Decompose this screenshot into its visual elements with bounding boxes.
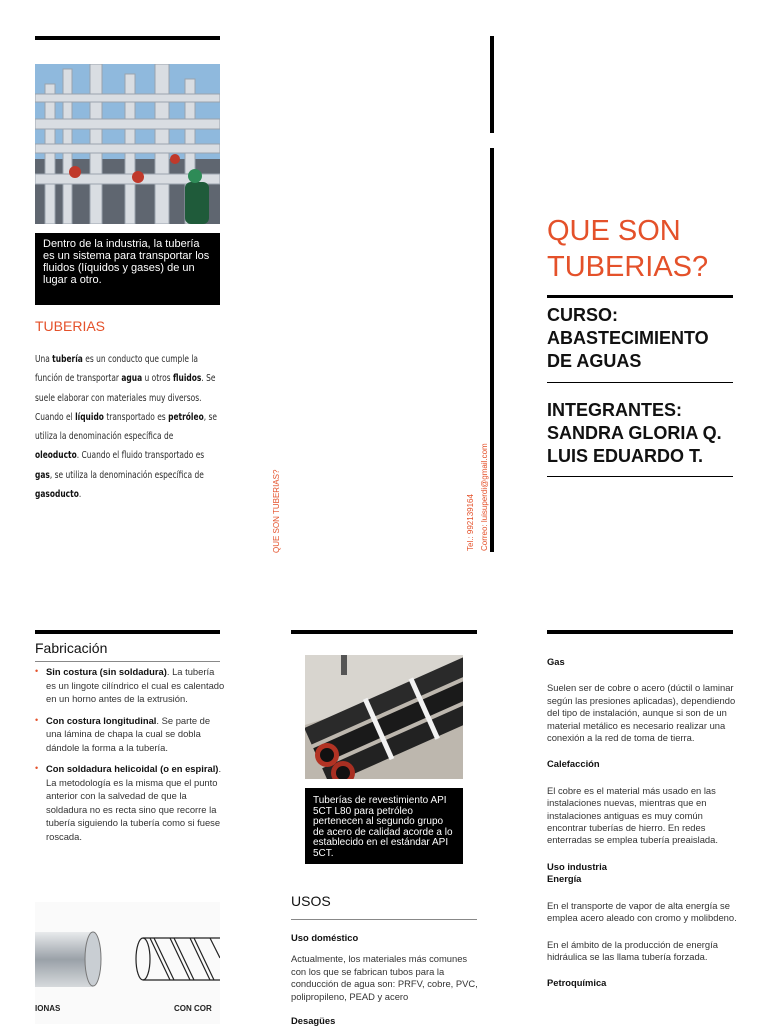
top-left-rule [35,36,220,40]
gas-title-text: Gas [547,656,565,667]
gas-text: Suelen ser de cobre o acero (dúctil o laminar según las presiones aplicadas), dependiendo del tipo de instalación, aunque si son de un material metálico es necesario realizar una conexión a la red de toma de tierra. [547,682,736,744]
heat-title [547,758,739,770]
paragraph-bold-term: tubería [52,354,83,365]
diagram-label-right: CON COR [174,1004,212,1013]
item-bold: Con costura longitudinal [46,714,157,726]
industry-title-text: Uso industria [547,860,607,872]
casing-pipes-photo [305,655,463,779]
item-bold: Con soldadura helicoidal (o en espiral) [46,763,219,774]
usos-top-rule [291,630,477,634]
bullet-icon: • [35,714,39,725]
domestic-block [291,932,481,1027]
list-item [35,714,225,755]
vertical-rule-bottom [490,148,494,552]
petro-title [547,977,739,989]
vertical-title: QUE SON TUBERIAS? [272,469,281,553]
contact-email: Correo: luisuperdi@gmail.com [480,443,489,551]
paragraph-run: , se utiliza la denominación específica de [49,469,204,481]
cover-members-rule [547,476,733,477]
item-bold: Sin costura (sin soldadura) [46,666,167,677]
members-label: INTEGRANTES: [547,400,682,420]
casing-caption: Tuberías de revestimiento API 5CT L80 para petróleo pertenecen al segundo grupo de acero de calidad acorde a lo establecido en el estándar API 5CT. [305,788,463,864]
industry-title [547,861,739,873]
right-top-rule [547,630,733,634]
paragraph-run: . Se suele elaborar con materiales muy diversos. Cuando el [35,373,216,423]
fabricacion-heading-rule [35,661,220,662]
tuberias-heading: TUBERIAS [35,318,106,334]
usos-heading: USOS [291,893,331,909]
diagram-label-left: IONAS [35,1004,61,1013]
heat-text: El cobre es el material más usado en las instalaciones nuevas, mientras que en instalaciones antiguas es muy común encontrar tuberías de hierro. En redes enterradas se emplea tubería preaislada. [547,784,718,846]
paragraph-bold-term: líquido [75,411,104,423]
paragraph-bold-term: agua [121,373,143,385]
item-text: . Se parte de una lámina de chapa la cual se dobla dándole la forma a la tubería. [46,714,211,753]
drain-title [291,1015,481,1027]
tuberias-paragraph-wrapper [35,350,225,530]
usos-heading-rule [291,919,477,920]
item-text: . La tubería es un lingote cilíndrico el cual es calentado en un horno antes de la extrusión. [46,666,225,704]
bullet-icon: • [35,666,39,676]
industry-caption: Dentro de la industria, la tubería es un sistema para transportar los fluidos (líquidos y gases) de un lugar a otro. [35,233,220,305]
item-text: . La metodología es la misma que el punto anterior con la salvedad de que la soldadura no es recta sino que recorre la tubería siguiendo la tubería como si fuese roscada. [46,763,222,842]
energy-title-text: Energía [547,873,582,885]
domestic-title [291,932,481,944]
paragraph-run: Una [35,354,53,365]
energy-text-1: En el transporte de vapor de alta energía se emplea acero aleado con cromo y molibdeno. [547,899,737,924]
paragraph-run: . [78,489,82,501]
contact-tel: Tel.: 992139164 [466,494,475,551]
energy-text-2: En el ámbito de la producción de energía hidráulica se las llama tubería forzada. [547,938,718,962]
bullet-icon: • [35,763,39,773]
industrial-pipes-photo [35,64,220,224]
fabricacion-heading: Fabricación [35,640,108,656]
paragraph-run: . Cuando el fluido transportado es [76,450,205,462]
energy-title [547,873,739,885]
petro-title-text: Petroquímica [547,977,607,989]
right-column-text [547,656,739,990]
drain-title-text: Desagües [291,1015,336,1027]
welded-pipe-diagram [35,902,220,1024]
gas-title [547,656,739,668]
fabricacion-top-rule [35,630,220,634]
paragraph-run: , se utiliza la denominación específica de [35,411,217,443]
paragraph-bold-term: gasoducto [35,489,79,501]
paragraph-bold-term: oleoducto [35,450,77,462]
member-2: LUIS EDUARDO T. [547,446,704,466]
domestic-text: Actualmente, los materiales más comunes con los que se fabrican tubos para la conducción de agua son: PRFV, cobre, PVC, polipropileno, PEAD y acero [291,953,478,1002]
paragraph-run: u otros [142,373,173,385]
list-item [35,762,225,843]
paragraph-run: es un conducto que cumple la función de transportar [35,354,198,385]
cover-course-rule [547,382,733,383]
paragraph-bold-term: petróleo [168,411,204,423]
list-item [35,665,225,706]
tuberias-paragraph [35,350,219,504]
course-name: CURSO: ABASTECIMIENTO DE AGUAS [547,305,709,371]
paragraph-bold-term: fluidos [172,373,202,385]
heat-title-text: Calefacción [547,758,600,770]
member-1: SANDRA GLORIA Q. [547,423,722,443]
cover-title: QUE SON TUBERIAS? [547,215,709,283]
vertical-rule-top [490,36,494,133]
paragraph-run: transportado es [103,411,169,423]
members-block [547,399,752,468]
domestic-title-text: Uso doméstico [291,932,359,943]
fabricacion-list [35,665,225,851]
paragraph-bold-term: gas [35,469,50,481]
cover-title-rule [547,295,733,298]
